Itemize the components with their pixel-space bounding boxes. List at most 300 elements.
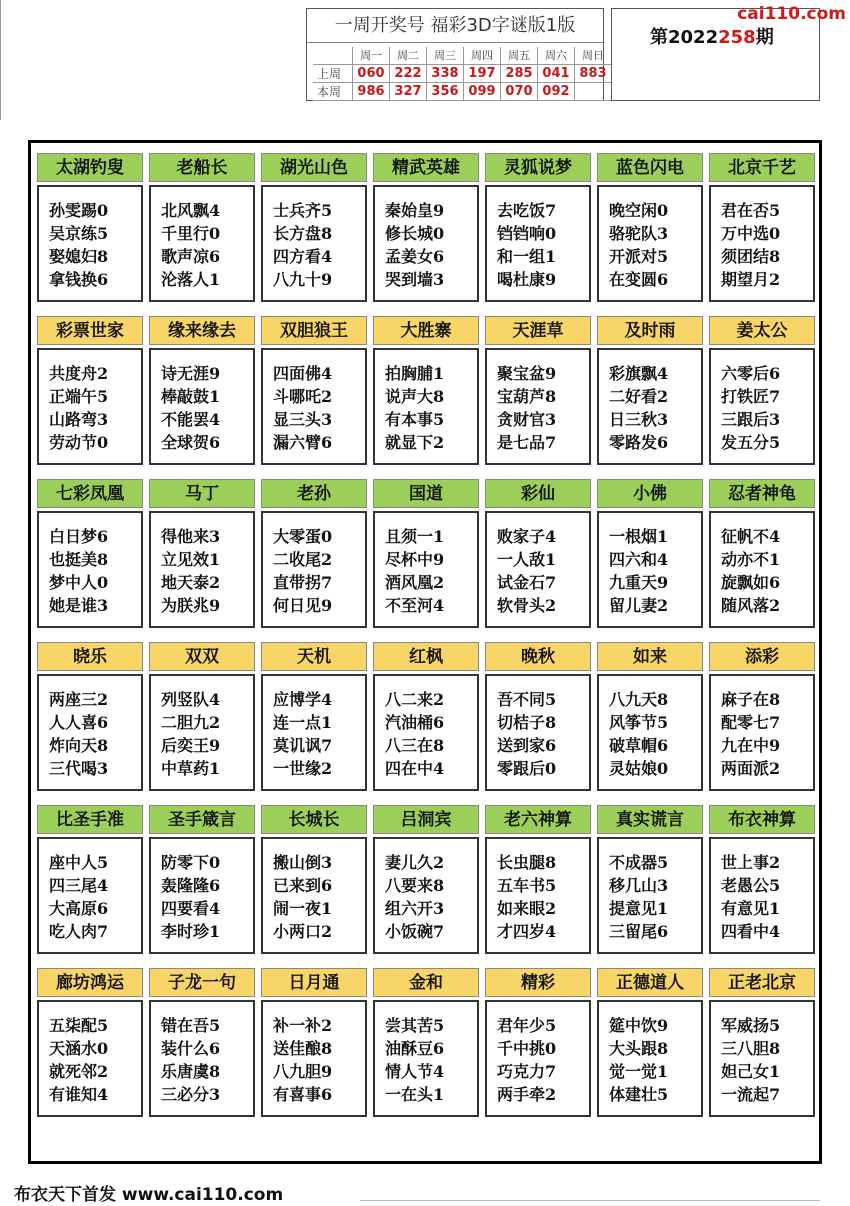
- card-body: [373, 348, 479, 465]
- page-edge-line: [0, 0, 1, 120]
- riddle-line: 随风落2: [721, 596, 781, 615]
- card-body: [373, 185, 479, 302]
- riddle-line: 软骨头2: [497, 596, 557, 615]
- card-body: [261, 1000, 367, 1117]
- riddle-line: 且须一1: [385, 527, 445, 546]
- draw-number: 041: [538, 65, 575, 83]
- riddle-line: 一流起7: [721, 1085, 781, 1104]
- day-cell: 周日: [575, 47, 612, 65]
- riddle-line: 也挺美8: [49, 550, 109, 569]
- card-body: [149, 348, 255, 465]
- riddle-line: 一人敌1: [497, 550, 557, 569]
- riddle-line: 八九天8: [609, 690, 669, 709]
- riddle-line: 长方盘8: [273, 224, 333, 243]
- riddle-card: [149, 479, 255, 628]
- riddle-line: 送到家6: [497, 736, 557, 755]
- draw-grid: [313, 47, 612, 101]
- riddle-card: [373, 968, 479, 1117]
- riddle-line: 斗哪吒2: [273, 387, 333, 406]
- card-title: 布衣神算: [709, 805, 815, 834]
- riddle-card: [149, 805, 255, 954]
- card-body: [149, 674, 255, 791]
- riddle-line: 大高原6: [49, 899, 109, 918]
- riddle-line: 二胆九2: [161, 713, 221, 732]
- card-title: 正德道人: [597, 968, 703, 997]
- riddle-line: 去吃饭7: [497, 201, 557, 220]
- card-title: 天机: [261, 642, 367, 671]
- riddle-card: [709, 479, 815, 628]
- riddle-line: 连一点1: [273, 713, 333, 732]
- riddle-line: 四看中4: [721, 922, 781, 941]
- riddle-line: 贪财官3: [497, 410, 557, 429]
- draw-number: 070: [501, 83, 538, 101]
- riddle-card: [709, 153, 815, 302]
- card-title: 彩仙: [485, 479, 591, 508]
- riddle-line: 配零七7: [721, 713, 781, 732]
- riddle-card: [37, 642, 143, 791]
- riddle-line: 哭到墙3: [385, 270, 445, 289]
- riddle-line: 诗无涯9: [161, 364, 221, 383]
- draw-number: 986: [353, 83, 390, 101]
- riddle-line: 有谁知4: [49, 1085, 109, 1104]
- card-body: [37, 511, 143, 628]
- this-week-label: 本周: [313, 83, 353, 101]
- riddle-line: 不能罢4: [161, 410, 221, 429]
- riddle-line: 巧克力7: [497, 1062, 557, 1081]
- riddle-line: 孟姜女6: [385, 247, 445, 266]
- riddle-line: 三八胆8: [721, 1039, 781, 1058]
- riddle-card: [709, 968, 815, 1117]
- riddle-line: 一在头1: [385, 1085, 445, 1104]
- riddle-line: 天涵水0: [49, 1039, 109, 1058]
- riddle-line: 旋飘如6: [721, 573, 781, 592]
- riddle-line: 为朕兆9: [161, 596, 221, 615]
- card-body: [709, 1000, 815, 1117]
- card-title: 真实谎言: [597, 805, 703, 834]
- riddle-card: [373, 479, 479, 628]
- card-body: [485, 1000, 591, 1117]
- riddle-line: 灵姑娘0: [609, 759, 669, 778]
- riddle-line: 四要看4: [161, 899, 221, 918]
- riddle-line: 三留尾6: [609, 922, 669, 941]
- riddle-line: 晚空闲0: [609, 201, 669, 220]
- riddle-line: 提意见1: [609, 899, 669, 918]
- riddle-line: 莫讥讽7: [273, 736, 333, 755]
- card-body: [149, 837, 255, 954]
- card-body: [37, 185, 143, 302]
- riddle-card: [373, 316, 479, 465]
- riddle-line: 列竖队4: [161, 690, 221, 709]
- card-title: 金和: [373, 968, 479, 997]
- riddle-line: 装什么6: [161, 1039, 221, 1058]
- riddle-line: 不成器5: [609, 853, 669, 872]
- riddle-line: 小饭碗7: [385, 922, 445, 941]
- riddle-line: 梦中人0: [49, 573, 109, 592]
- card-title: 老孙: [261, 479, 367, 508]
- card-title: 姜太公: [709, 316, 815, 345]
- riddle-line: 四三尾4: [49, 876, 109, 895]
- riddle-card: [709, 316, 815, 465]
- riddle-line: 麻子在8: [721, 690, 781, 709]
- riddle-card: [261, 642, 367, 791]
- card-title: 忍者神龟: [709, 479, 815, 508]
- card-body: [709, 837, 815, 954]
- riddle-line: 九重天9: [609, 573, 669, 592]
- card-body: [373, 837, 479, 954]
- riddle-line: 宝葫芦8: [497, 387, 557, 406]
- draw-number: 338: [427, 65, 464, 83]
- riddle-line: 四方看4: [273, 247, 333, 266]
- riddle-line: 世上事2: [721, 853, 781, 872]
- card-body: [597, 837, 703, 954]
- riddle-line: 座中人5: [49, 853, 109, 872]
- riddle-line: 九在中9: [721, 736, 781, 755]
- riddle-line: 小两口2: [273, 922, 333, 941]
- card-title: 红枫: [373, 642, 479, 671]
- corner-cell: [313, 47, 353, 65]
- riddle-line: 立见效1: [161, 550, 221, 569]
- riddle-frame: [28, 140, 822, 1164]
- riddle-line: 送佳酿8: [273, 1039, 333, 1058]
- riddle-line: 打铁匠7: [721, 387, 781, 406]
- riddle-card: [485, 968, 591, 1117]
- riddle-line: 如来眼2: [497, 899, 557, 918]
- riddle-line: 三必分3: [161, 1085, 221, 1104]
- draw-number: 327: [390, 83, 427, 101]
- riddle-line: 沦落人1: [161, 270, 221, 289]
- card-body: [37, 837, 143, 954]
- riddle-card: [261, 968, 367, 1117]
- riddle-line: 彩旗飘4: [609, 364, 669, 383]
- issue-number: [650, 23, 774, 49]
- riddle-card: [149, 968, 255, 1117]
- day-cell: 周三: [427, 47, 464, 65]
- card-body: [597, 185, 703, 302]
- riddle-line: 后奕王9: [161, 736, 221, 755]
- card-body: [597, 674, 703, 791]
- last-week-label: 上周: [313, 65, 353, 83]
- riddle-line: 一根烟1: [609, 527, 669, 546]
- riddle-card: [37, 805, 143, 954]
- riddle-line: 一世缘2: [273, 759, 333, 778]
- riddle-line: 六零后6: [721, 364, 781, 383]
- card-body: [261, 348, 367, 465]
- card-title: 子龙一句: [149, 968, 255, 997]
- riddle-line: 妲己女1: [721, 1062, 781, 1081]
- riddle-line: 二收尾2: [273, 550, 333, 569]
- riddle-line: 喝杜康9: [497, 270, 557, 289]
- draw-number: 099: [464, 83, 501, 101]
- day-cell: 周二: [390, 47, 427, 65]
- riddle-card: [597, 316, 703, 465]
- riddle-card: [37, 968, 143, 1117]
- riddle-line: 两手牵2: [497, 1085, 557, 1104]
- card-body: [485, 511, 591, 628]
- card-title: 太湖钓叟: [37, 153, 143, 182]
- riddle-line: 闹一夜1: [273, 899, 333, 918]
- riddle-line: 士兵齐5: [273, 201, 333, 220]
- riddle-line: 尝其苦5: [385, 1016, 445, 1035]
- riddle-line: 万中选0: [721, 224, 781, 243]
- riddle-line: 留儿妻2: [609, 596, 669, 615]
- riddle-line: 修长城0: [385, 224, 445, 243]
- issue-prefix: 第2022: [650, 27, 719, 48]
- riddle-line: 聚宝盆9: [497, 364, 557, 383]
- riddle-line: 才四岁4: [497, 922, 557, 941]
- riddle-line: 五柒配5: [49, 1016, 109, 1035]
- issue-digits: 258: [718, 27, 756, 48]
- riddle-line: 期望月2: [721, 270, 781, 289]
- riddle-line: 漏六臂6: [273, 433, 333, 452]
- riddle-line: 山路弯3: [49, 410, 109, 429]
- footer-divider: [360, 1200, 820, 1201]
- riddle-line: 白日梦6: [49, 527, 109, 546]
- card-title: 小佛: [597, 479, 703, 508]
- riddle-line: 汽油桶6: [385, 713, 445, 732]
- riddle-line: 有本事5: [385, 410, 445, 429]
- riddle-line: 应博学4: [273, 690, 333, 709]
- weekly-draw-table: [306, 8, 607, 101]
- card-body: [261, 511, 367, 628]
- riddle-card: [37, 153, 143, 302]
- riddle-line: 乐唐虞8: [161, 1062, 221, 1081]
- riddle-line: 她是谁3: [49, 596, 109, 615]
- riddle-line: 何日见9: [273, 596, 333, 615]
- day-cell: 周一: [353, 47, 390, 65]
- riddle-card: [373, 805, 479, 954]
- riddle-line: 八九胆9: [273, 1062, 333, 1081]
- riddle-card: [485, 479, 591, 628]
- riddle-line: 动亦不1: [721, 550, 781, 569]
- riddle-line: 显三头3: [273, 410, 333, 429]
- riddle-line: 征帆不4: [721, 527, 781, 546]
- card-body: [485, 185, 591, 302]
- riddle-line: 两面派2: [721, 759, 781, 778]
- riddle-line: 八九十9: [273, 270, 333, 289]
- footer-text: 布衣天下首发 www.cai110.com: [14, 1185, 284, 1205]
- riddle-card: [597, 805, 703, 954]
- riddle-line: 秦始皇9: [385, 201, 445, 220]
- riddle-card: [261, 153, 367, 302]
- this-week-row: [313, 83, 612, 101]
- riddle-line: 组六开3: [385, 899, 445, 918]
- draw-number: 222: [390, 65, 427, 83]
- riddle-line: 吾不同5: [497, 690, 557, 709]
- riddle-card: [709, 805, 815, 954]
- card-title: 晓乐: [37, 642, 143, 671]
- riddle-line: 中草药1: [161, 759, 221, 778]
- riddle-card: [597, 642, 703, 791]
- riddle-card: [485, 316, 591, 465]
- card-title: 七彩凤凰: [37, 479, 143, 508]
- brand-logo[interactable]: cai110.com: [737, 4, 846, 24]
- riddle-line: 有喜事6: [273, 1085, 333, 1104]
- riddle-line: 四在中4: [385, 759, 445, 778]
- card-title: 及时雨: [597, 316, 703, 345]
- riddle-line: 搬山倒3: [273, 853, 333, 872]
- card-body: [261, 185, 367, 302]
- card-title: 精彩: [485, 968, 591, 997]
- riddle-card: [485, 153, 591, 302]
- riddle-card: [709, 642, 815, 791]
- card-title: 圣手箴言: [149, 805, 255, 834]
- riddle-line: 大头跟8: [609, 1039, 669, 1058]
- card-body: [261, 674, 367, 791]
- riddle-line: 风筝节5: [609, 713, 669, 732]
- card-title: 缘来缘去: [149, 316, 255, 345]
- card-title: 彩票世家: [37, 316, 143, 345]
- riddle-line: 拍胸脯1: [385, 364, 445, 383]
- card-body: [149, 1000, 255, 1117]
- card-body: [149, 511, 255, 628]
- riddle-line: 二好看2: [609, 387, 669, 406]
- riddle-line: 八三在8: [385, 736, 445, 755]
- riddle-line: 就显下2: [385, 433, 445, 452]
- riddle-card: [149, 153, 255, 302]
- riddle-line: 两座三2: [49, 690, 109, 709]
- riddle-line: 须团结8: [721, 247, 781, 266]
- riddle-line: 炸向天8: [49, 736, 109, 755]
- card-title: 大胜寨: [373, 316, 479, 345]
- riddle-line: 北风飘4: [161, 201, 221, 220]
- card-body: [709, 511, 815, 628]
- card-body: [485, 348, 591, 465]
- days-row: [313, 47, 612, 65]
- draw-number: 092: [538, 83, 575, 101]
- riddle-line: 长虫腿8: [497, 853, 557, 872]
- card-body: [149, 185, 255, 302]
- card-body: [37, 1000, 143, 1117]
- card-title: 精武英雄: [373, 153, 479, 182]
- riddle-line: 人人喜6: [49, 713, 109, 732]
- card-body: [709, 348, 815, 465]
- riddle-line: 油酥豆6: [385, 1039, 445, 1058]
- riddle-line: 零跟后0: [497, 759, 557, 778]
- day-cell: 周五: [501, 47, 538, 65]
- riddle-card: [373, 642, 479, 791]
- issue-suffix: 期: [755, 27, 774, 48]
- riddle-line: 直带拐7: [273, 573, 333, 592]
- riddle-line: 和一组1: [497, 247, 557, 266]
- riddle-card: [261, 479, 367, 628]
- last-week-row: [313, 65, 612, 83]
- riddle-line: 吴京练5: [49, 224, 109, 243]
- riddle-line: 孙雯踢0: [49, 201, 109, 220]
- riddle-line: 君在否5: [721, 201, 781, 220]
- riddle-line: 就死邻2: [49, 1062, 109, 1081]
- card-title: 日月通: [261, 968, 367, 997]
- riddle-card: [149, 316, 255, 465]
- card-title: 添彩: [709, 642, 815, 671]
- card-title: 双双: [149, 642, 255, 671]
- riddle-line: 三代喝3: [49, 759, 109, 778]
- card-body: [37, 348, 143, 465]
- riddle-line: 有意见1: [721, 899, 781, 918]
- riddle-card: [37, 316, 143, 465]
- riddle-card: [597, 153, 703, 302]
- draw-number: 197: [464, 65, 501, 83]
- riddle-line: 试金石7: [497, 573, 557, 592]
- riddle-line: 三跟后3: [721, 410, 781, 429]
- card-title: 比圣手准: [37, 805, 143, 834]
- card-title: 廊坊鸿运: [37, 968, 143, 997]
- riddle-line: 情人节4: [385, 1062, 445, 1081]
- riddle-line: 尽杯中9: [385, 550, 445, 569]
- riddle-card: [485, 805, 591, 954]
- riddle-line: 补一补2: [273, 1016, 333, 1035]
- card-body: [373, 674, 479, 791]
- riddle-line: 千中挑0: [497, 1039, 557, 1058]
- card-title: 吕洞宾: [373, 805, 479, 834]
- riddle-line: 破草帽6: [609, 736, 669, 755]
- riddle-line: 移几山3: [609, 876, 669, 895]
- riddle-line: 歌声凉6: [161, 247, 221, 266]
- riddle-line: 李时珍1: [161, 922, 221, 941]
- riddle-line: 铛铛响0: [497, 224, 557, 243]
- riddle-card: [597, 968, 703, 1117]
- riddle-line: 共度舟2: [49, 364, 109, 383]
- riddle-line: 地天泰2: [161, 573, 221, 592]
- riddle-line: 防零下0: [161, 853, 221, 872]
- riddle-line: 八要来8: [385, 876, 445, 895]
- riddle-line: 五车书5: [497, 876, 557, 895]
- draw-number: [575, 83, 612, 101]
- riddle-line: 得他来3: [161, 527, 221, 546]
- card-title: 老船长: [149, 153, 255, 182]
- card-body: [485, 837, 591, 954]
- card-title: 马丁: [149, 479, 255, 508]
- riddle-line: 体建壮5: [609, 1085, 669, 1104]
- riddle-line: 妻儿久2: [385, 853, 445, 872]
- riddle-line: 娶媳妇8: [49, 247, 109, 266]
- riddle-line: 四面佛4: [273, 364, 333, 383]
- riddle-line: 军威扬5: [721, 1016, 781, 1035]
- card-body: [597, 348, 703, 465]
- table-title: 一周开奖号 福彩3D字谜版1版: [307, 9, 603, 43]
- riddle-line: 全球贺6: [161, 433, 221, 452]
- riddle-line: 劳动节0: [49, 433, 109, 452]
- riddle-line: 切桔子8: [497, 713, 557, 732]
- card-body: [37, 674, 143, 791]
- riddle-line: 已来到6: [273, 876, 333, 895]
- riddle-grid: [37, 153, 815, 1117]
- riddle-card: [261, 316, 367, 465]
- riddle-line: 在变圆6: [609, 270, 669, 289]
- card-title: 灵狐说梦: [485, 153, 591, 182]
- card-body: [597, 511, 703, 628]
- card-body: [373, 1000, 479, 1117]
- riddle-line: 不至河4: [385, 596, 445, 615]
- riddle-line: 老愚公5: [721, 876, 781, 895]
- draw-number: 060: [353, 65, 390, 83]
- riddle-line: 零路发6: [609, 433, 669, 452]
- draw-number: 285: [501, 65, 538, 83]
- draw-number: 883: [575, 65, 612, 83]
- draw-number: 356: [427, 83, 464, 101]
- riddle-line: 棒敲鼓1: [161, 387, 221, 406]
- card-body: [373, 511, 479, 628]
- riddle-line: 筵中饮9: [609, 1016, 669, 1035]
- riddle-card: [485, 642, 591, 791]
- card-title: 如来: [597, 642, 703, 671]
- riddle-card: [261, 805, 367, 954]
- riddle-line: 君年少5: [497, 1016, 557, 1035]
- riddle-line: 骆驼队3: [609, 224, 669, 243]
- card-body: [597, 1000, 703, 1117]
- riddle-line: 四六和4: [609, 550, 669, 569]
- riddle-line: 吃人肉7: [49, 922, 109, 941]
- riddle-line: 大零蛋0: [273, 527, 333, 546]
